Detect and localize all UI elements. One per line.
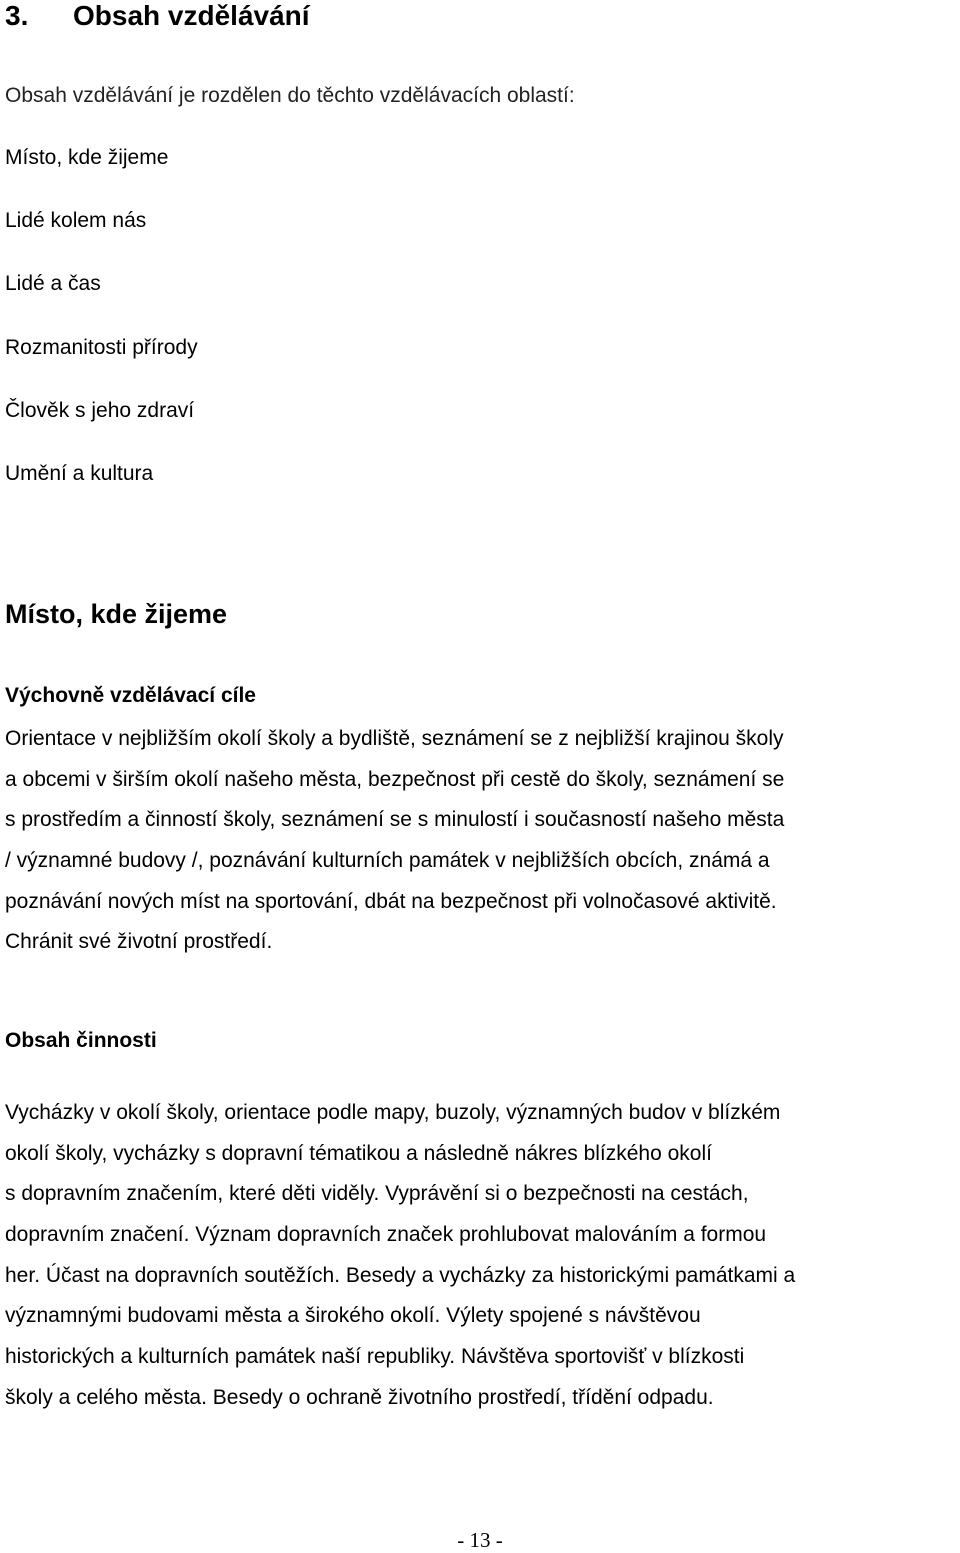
goals-heading: Výchovně vzdělávací cíle xyxy=(5,684,256,707)
activities-line: okolí školy, vycházky s dopravní tématikou a následně nákres blízkého okolí xyxy=(5,1141,712,1165)
page-number: - 13 - xyxy=(457,1528,503,1552)
intro-text: Obsah vzdělávání je rozdělen do těchto vzdělávacích oblastí: xyxy=(5,84,575,107)
chapter-title: Obsah vzdělávání xyxy=(73,0,310,31)
section-title: Místo, kde žijeme xyxy=(5,599,228,629)
activities-line: historických a kulturních památek naší republiky. Návštěva sportovišť v blízkosti xyxy=(5,1345,745,1369)
area-item: Místo, kde žijeme xyxy=(5,146,169,169)
goals-line: Chránit své životní prostředí. xyxy=(5,930,273,954)
area-item: Lidé a čas xyxy=(5,272,101,295)
activities-heading: Obsah činnosti xyxy=(5,1029,157,1052)
activities-line: s dopravním značením, které děti viděly. Vyprávění si o bezpečnosti na cestách, xyxy=(5,1182,749,1206)
activities-line: školy a celého města. Besedy o ochraně životního prostředí, třídění odpadu. xyxy=(5,1385,714,1409)
activities-line: Vycházky v okolí školy, orientace podle mapy, buzoly, významných budov v blízkém xyxy=(5,1101,781,1124)
activities-line: her. Účast na dopravních soutěžích. Besedy a vycházky za historickými památkami a xyxy=(5,1263,796,1287)
goals-line: poznávání nových míst na sportování, dbát na bezpečnost při volnočasové aktivitě. xyxy=(5,889,777,913)
activities-line: významnými budovami města a širokého okolí. Výlety spojené s návštěvou xyxy=(5,1304,701,1328)
goals-line: s prostředím a činností školy, seznámení se s minulostí i současností našeho města xyxy=(5,808,785,832)
chapter-heading xyxy=(5,0,310,32)
activities-paragraph xyxy=(5,1100,795,1426)
goals-paragraph xyxy=(5,726,784,970)
goals-line: Orientace v nejbližším okolí školy a bydliště, seznámení se z nejbližší krajinou školy xyxy=(5,727,784,750)
area-item: Lidé kolem nás xyxy=(5,209,147,232)
goals-line: a obcemi v širším okolí našeho města, bezpečnost při cestě do školy, seznámení se xyxy=(5,767,785,791)
chapter-number: 3. xyxy=(5,0,29,31)
area-item: Rozmanitosti přírody xyxy=(5,336,198,359)
area-item: Člověk s jeho zdraví xyxy=(5,399,195,422)
area-item: Umění a kultura xyxy=(5,462,154,485)
activities-line: dopravním značení. Význam dopravních značek prohlubovat malováním a formou xyxy=(5,1223,767,1247)
goals-line: / významné budovy /, poznávání kulturních památek v nejbližších obcích, známá a xyxy=(5,849,770,873)
